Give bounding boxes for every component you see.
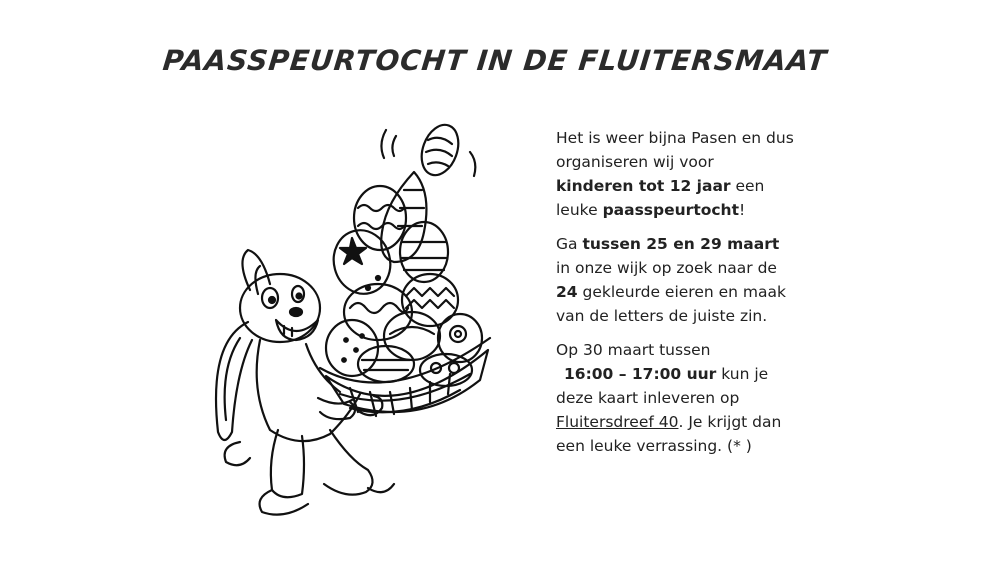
- bold-text: kinderen tot 12 jaar: [556, 177, 731, 195]
- address-text: Fluitersdreef 40: [556, 413, 679, 431]
- text-run: Ga: [556, 235, 583, 253]
- info-text: [556, 126, 796, 468]
- dates-paragraph: [556, 232, 796, 328]
- bold-text: paasspeurtocht: [602, 201, 740, 219]
- intro-paragraph: [556, 126, 796, 222]
- page-title: PAASSPEURTOCHT IN DE FLUITERSMAAT: [161, 44, 829, 77]
- bold-text: tussen 25 en 29 maart: [582, 235, 780, 253]
- text-run: gekleurde eieren en maak van de letters de juiste zin.: [556, 283, 786, 325]
- text-run: een leuke: [556, 177, 765, 219]
- text-run: Het is weer bijna Pasen en dus organiseren wij voor: [556, 129, 794, 171]
- text-run: kun je deze kaart inleveren op: [556, 365, 769, 407]
- text-run: !: [739, 201, 746, 219]
- text-run: in onze wijk op zoek naar de: [556, 259, 777, 277]
- text-run: Op 30 maart tussen: [556, 341, 711, 359]
- bold-text: 24: [556, 283, 578, 301]
- return-paragraph: [556, 338, 796, 458]
- easter-bunny-icon: [200, 112, 500, 542]
- bold-text: 16:00 – 17:00 uur: [564, 365, 717, 383]
- text-run: . Je krijgt dan een leuke verrassing. (* ): [556, 413, 782, 455]
